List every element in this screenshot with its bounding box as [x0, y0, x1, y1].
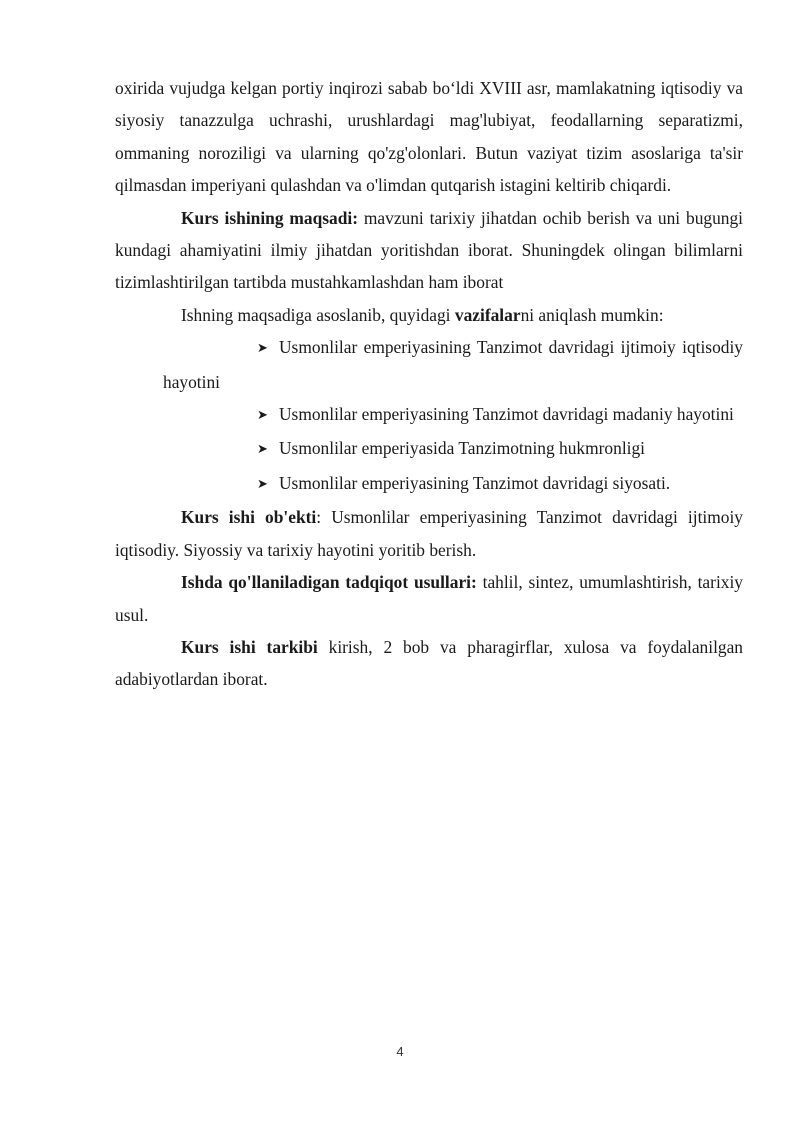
task-text: Usmonlilar emperiyasida Tanzimotning hukmronligi [279, 438, 646, 459]
object-label: Kurs ishi ob'ekti [181, 507, 317, 528]
tasks-intro-after: ni aniqlash mumkin: [520, 304, 664, 325]
tasks-intro-bold: vazifalar [454, 304, 521, 325]
goal-text: mavzuni tarixiy jihatdan ochib berish va uni bugungi kundagi ahamiyatini ilmiy jihatdan yoritishdan iborat. Shuningdek olingan bilimlarni tizimlashtirilgan tartibda mustahkamlashdan ham iborat [115, 207, 744, 293]
structure-text: kirish, 2 bob va pharagirflar, xulosa va foydalanilgan adabiyotlardan iborat. [115, 636, 744, 690]
methods-text: tahlil, sintez, umumlashtirish, tarixiy usul. [115, 572, 743, 625]
methods-label: Ishda qo'llaniladigan tadqiqot usullari: [181, 572, 477, 593]
structure-paragraph [115, 631, 743, 696]
object-text: : Usmonlilar emperiyasining Tanzimot davridagi ijtimoiy iqtisodiy. Siyossiy va tarixiy hayotini yoritib berish. [115, 507, 743, 560]
tasks-list [115, 331, 743, 501]
page-body [115, 72, 743, 696]
task-text: Usmonlilar emperiyasining Tanzimot davridagi madaniy hayotini [279, 404, 734, 425]
list-item [115, 432, 743, 466]
goal-label: Kurs ishining maqsadi: [181, 207, 359, 228]
arrowhead-bullet-icon: ➤ [257, 408, 268, 424]
page-number: 4 [396, 1044, 404, 1059]
task-text: Usmonlilar emperiyasining Tanzimot davridagi siyosati. [279, 472, 671, 493]
object-paragraph [115, 501, 743, 566]
list-item [115, 398, 743, 432]
arrowhead-bullet-icon: ➤ [257, 442, 268, 458]
tasks-intro-before: Ishning maqsadiga asoslanib, quyidagi [181, 304, 455, 325]
list-item [115, 331, 743, 398]
goal-paragraph [115, 202, 743, 299]
arrowhead-bullet-icon: ➤ [257, 476, 268, 492]
list-item [115, 467, 743, 501]
methods-paragraph [115, 566, 743, 631]
intro-paragraph: oxirida vujudga kelgan portiy inqirozi sabab bo‘ldi XVIII asr, mamlakatning iqtisodiy va siyosiy tanazzulga uchrashi, urushlardagi mag'lubiyat, feodallarning separatizmi, ommaning noroziligi va ularning qo'zg'olonlari. Butun vaziyat tizim asoslariga ta'sir qilmasdan imperiyani qulashdan va o'limdan qutqarish istagini keltirib chiqardi. [115, 78, 743, 196]
structure-label: Kurs ishi tarkibi [181, 636, 318, 657]
tasks-intro-paragraph [115, 299, 743, 331]
task-text: Usmonlilar emperiyasining Tanzimot davridagi ijtimoiy iqtisodiy hayotini [163, 337, 743, 392]
arrowhead-bullet-icon: ➤ [257, 341, 268, 357]
